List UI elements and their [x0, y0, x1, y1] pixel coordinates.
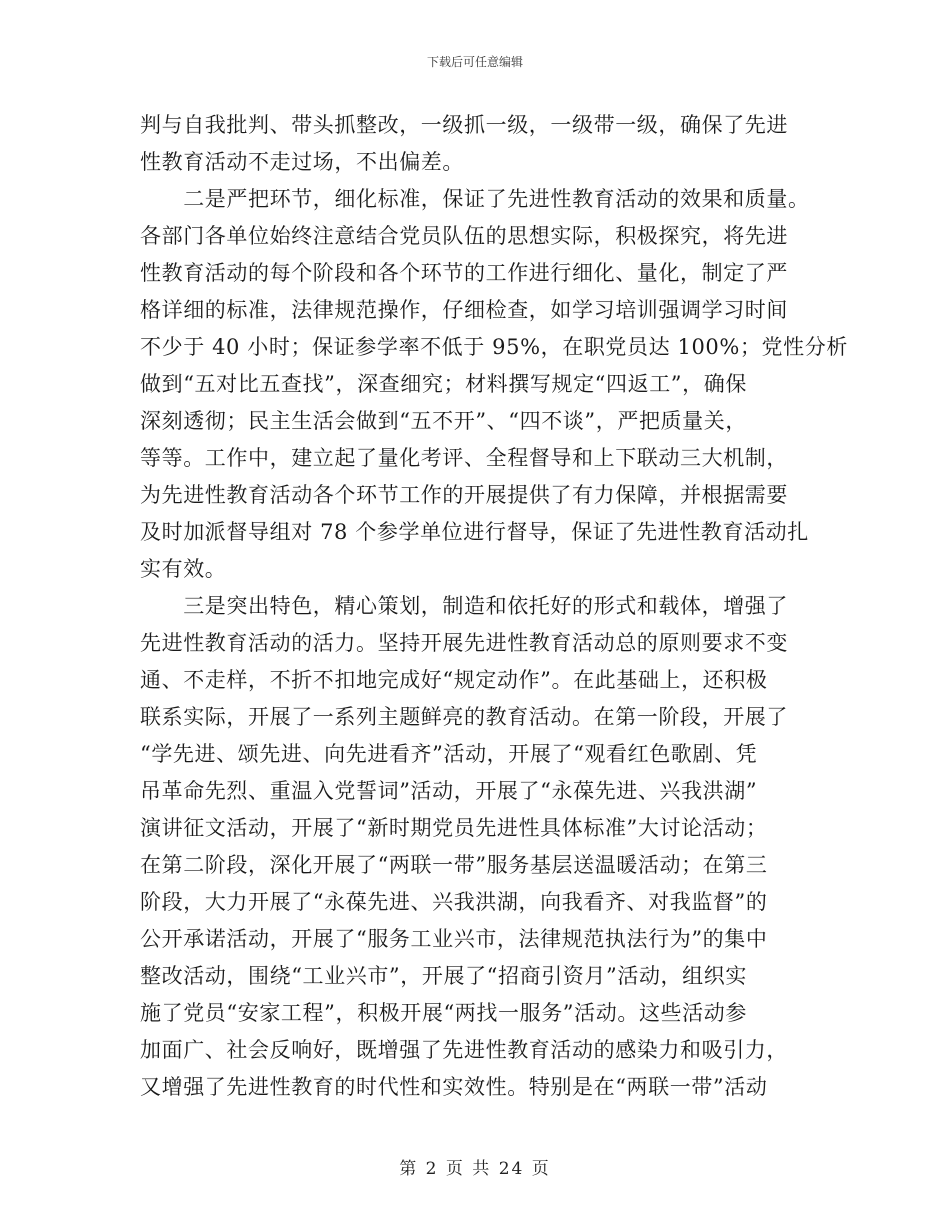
text-line: 又增强了先进性教育的时代性和实效性。特别是在“两联一带”活动 [140, 1075, 768, 1099]
text-line: 二是严把环节，细化标准，保证了先进性教育活动的效果和质量。 [140, 187, 810, 211]
text-line: 实有效。 [140, 557, 227, 581]
text-line: 联系实际，开展了一系列主题鲜亮的教育活动。在第一阶段，开展了 [140, 705, 788, 729]
text-line: 在第二阶段，深化开展了“两联一带”服务基层送温暖活动；在第三 [140, 853, 768, 877]
text-line: 为先进性教育活动各个环节工作的开展提供了有力保障，并根据需要 [140, 483, 788, 507]
text-line: 施了党员“安家工程”，积极开展“两找一服务”活动。这些活动参 [140, 1001, 747, 1025]
text-line: 通、不走样，不折不扣地完成好“规定动作”。在此基础上，还积极 [140, 668, 768, 692]
text-line: 整改活动，围绕“工业兴市”，开展了“招商引资月”活动，组织实 [140, 964, 747, 988]
text-line: 演讲征文活动，开展了“新时期党员先进性具体标准”大讨论活动； [140, 816, 768, 840]
page-header: 下载后可任意编辑 [426, 55, 523, 69]
text-line: 不少于 40 小时；保证参学率不低于 95%，在职党员达 100%；党性分析 [140, 335, 848, 359]
page-footer: 第 2 页 共 24 页 [399, 1159, 551, 1179]
text-line: 加面广、社会反响好，既增强了先进性教育活动的感染力和吸引力， [140, 1038, 788, 1062]
text-line: 性教育活动的每个阶段和各个环节的工作进行细化、量化，制定了严 [140, 261, 788, 285]
text-line: 性教育活动不走过场，不出偏差。 [140, 150, 464, 174]
text-line: “学先进、颂先进、向先进看齐”活动，开展了“观看红色歌剧、凭 [140, 742, 758, 766]
text-line: 格详细的标准，法律规范操作，仔细检查，如学习培训强调学习时间 [140, 298, 788, 322]
text-line: 等等。工作中，建立起了量化考评、全程督导和上下联动三大机制， [140, 446, 788, 470]
text-line: 及时加派督导组对 78 个参学单位进行督导，保证了先进性教育活动扎 [140, 520, 809, 544]
text-line: 吊革命先烈、重温入党誓词”活动，开展了“永葆先进、兴我洪湖” [140, 779, 758, 803]
text-line: 深刻透彻；民主生活会做到“五不开”、“四不谈”，严把质量关， [140, 409, 747, 433]
text-line: 各部门各单位始终注意结合党员队伍的思想实际，积极探究，将先进 [140, 224, 788, 248]
text-line: 阶段，大力开展了“永葆先进、兴我洪湖，向我看齐、对我监督”的 [140, 890, 768, 914]
text-line: 判与自我批判、带头抓整改，一级抓一级，一级带一级，确保了先进 [140, 113, 788, 137]
text-line: 三是突出特色，精心策划，制造和依托好的形式和载体，增强了 [140, 594, 788, 618]
document-body [140, 107, 848, 1106]
text-line: 先进性教育活动的活力。坚持开展先进性教育活动总的原则要求不变 [140, 631, 788, 655]
text-line: 公开承诺活动，开展了“服务工业兴市，法律规范执法行为”的集中 [140, 927, 768, 951]
text-line: 做到“五对比五查找”，深查细究；材料撰写规定“四返工”，确保 [140, 372, 747, 396]
